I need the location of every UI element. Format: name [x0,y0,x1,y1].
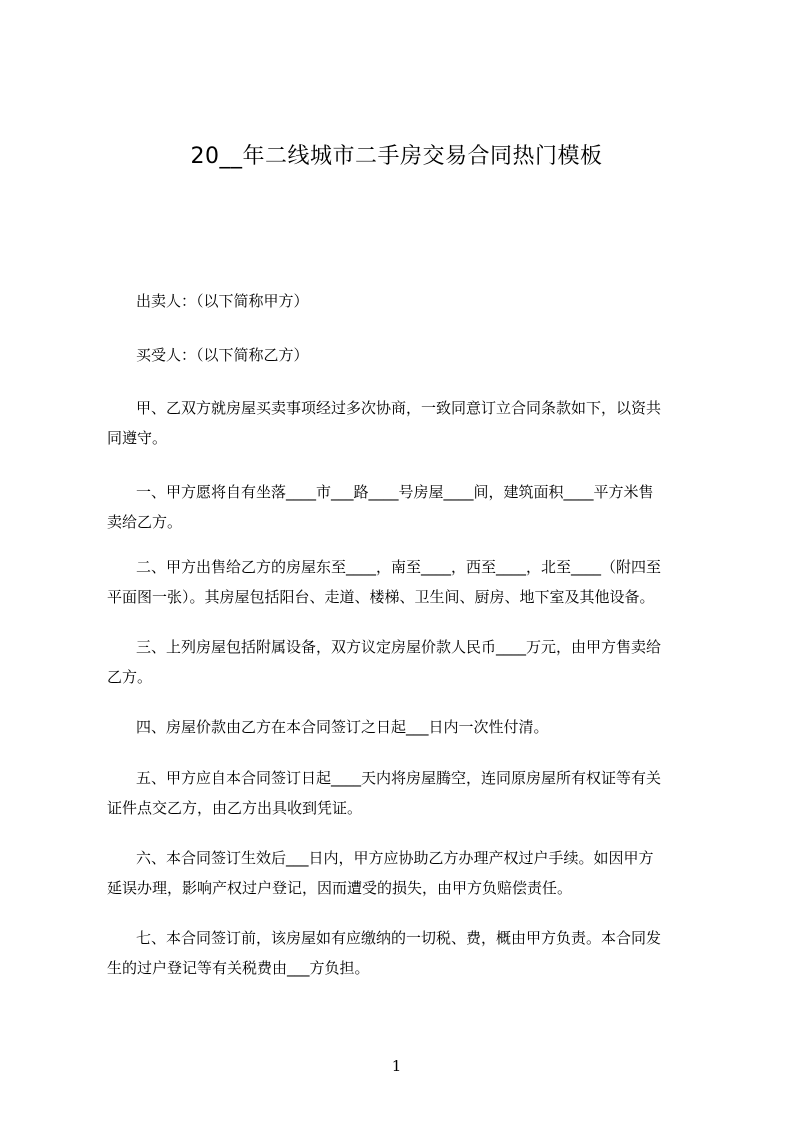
clause-4 [136,712,710,742]
paragraph-continuation: 证件点交乙方，由乙方出具收到凭证。 [107,799,363,817]
clause-7 [107,923,710,983]
paragraph-buyer [136,340,710,370]
paragraph-continuation: 卖给乙方。 [107,513,183,531]
page-number: 1 [391,1057,402,1075]
clause-3 [107,632,710,692]
paragraph-first-line: 二、甲方出售给乙方的房屋东至____，南至____，西至____，北至____（附四至 [136,558,662,576]
paragraph-text: 买受人：（以下简称乙方） [136,346,309,364]
paragraph-first-line: 七、本合同签订前，该房屋如有应缴纳的一切税、费，概由甲方负责。本合同发 [136,929,662,947]
paragraph-continuation: 平面图一张）。其房屋包括阳台、走道、楼梯、卫生间、厨房、地下室及其他设备。 [107,588,655,606]
paragraph-first-line: 六、本合同签订生效后___日内，甲方应协助乙方办理产权过户手续。如因甲方 [136,849,654,867]
paragraph-first-line: 五、甲方应自本合同签订日起____天内将房屋腾空，连同原房屋所有权证等有关 [136,769,662,787]
paragraph-continuation: 乙方。 [107,668,153,686]
paragraph-preamble [107,393,710,453]
document-title: 20__年二线城市二手房交易合同热门模板 [190,144,603,169]
paragraph-continuation: 生的过户登记等有关税费由___方负担。 [107,959,370,977]
clause-5 [107,763,710,823]
paragraph-continuation: 延误办理，影响产权过户登记，因而遭受的损失，由甲方负赔偿责任。 [107,879,573,897]
paragraph-first-line: 一、甲方愿将自有坐落____市___路____号房屋____间，建筑面积____平方米售 [136,483,654,501]
paragraph-text: 四、房屋价款由乙方在本合同签订之日起___日内一次性付清。 [136,718,549,736]
paragraph-text: 出卖人：（以下简称甲方） [136,292,309,310]
paragraph-first-line: 三、上列房屋包括附属设备，双方议定房屋价款人民币____万元，由甲方售卖给 [136,638,662,656]
paragraph-continuation: 同遵守。 [107,429,168,447]
clause-6 [107,843,710,903]
clause-2 [107,552,710,612]
paragraph-seller [136,286,710,316]
paragraph-first-line: 甲、乙双方就房屋买卖事项经过多次协商，一致同意订立合同条款如下，以资共 [136,399,662,417]
clause-1 [107,477,710,537]
